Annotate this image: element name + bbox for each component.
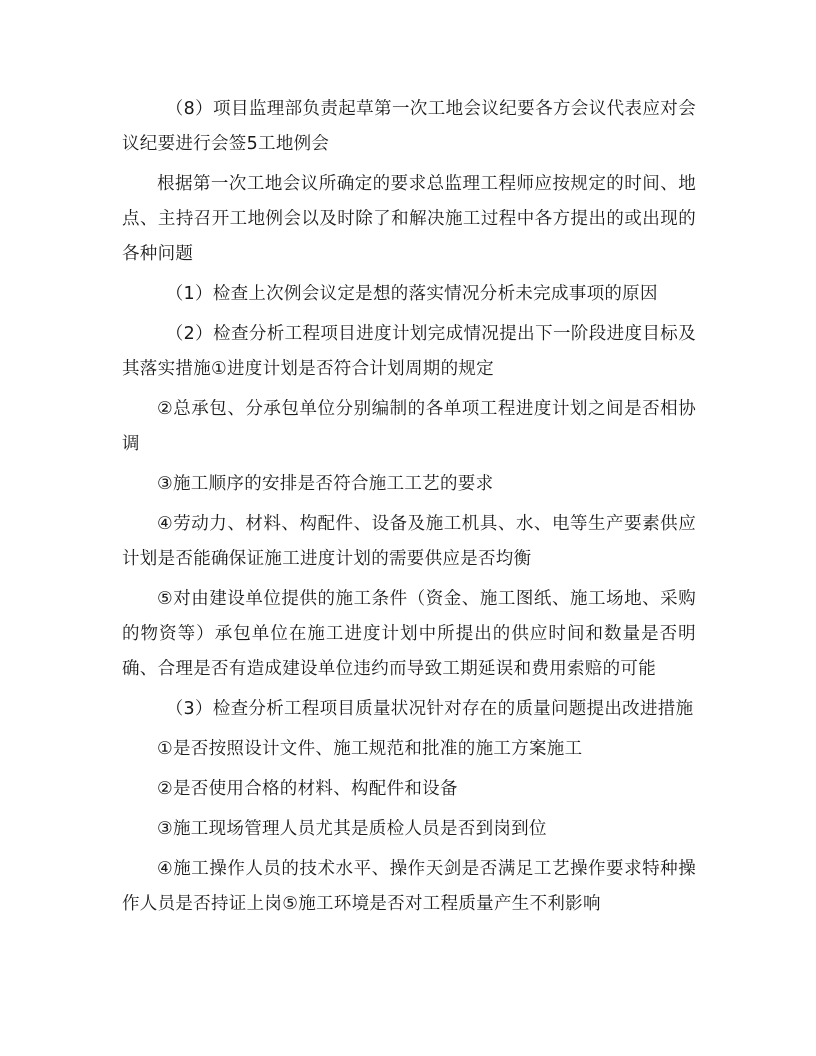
paragraph-progress-item-3: ③施工顺序的安排是否符合施工工艺的要求 [157, 474, 494, 494]
paragraph-check-quality: （3）检查分析工程项目质量状况针对存在的质量问题提出改进措施 [165, 699, 694, 719]
paragraph-progress-item-2: ②总承包、分承包单位分别编制的各单项工程进度计划之间是否相协调 [122, 399, 696, 454]
paragraph-progress-item-5: ⑤对由建设单位提供的施工条件（资金、施工图纸、施工场地、采购的物资等）承包单位在施工进度计划中所提出的供应时间和数量是否明确、合理是否有造成建设单位违约而导致工期延误和费用索赔的可能 [122, 589, 696, 679]
paragraph-quality-item-1: ①是否按照设计文件、施工规范和批准的施工方案施工 [157, 739, 583, 759]
paragraph-progress-item-4: ④劳动力、材料、构配件、设备及施工机具、水、电等生产要素供应计划是否能确保证施工进度计划的需要供应是否均衡 [122, 514, 696, 569]
paragraph-quality-item-2: ②是否使用合格的材料、构配件和设备 [157, 779, 458, 799]
paragraph-check-progress: （2）检查分析工程项目进度计划完成情况提出下一阶段进度目标及其落实措施①进度计划是否符合计划周期的规定 [122, 324, 696, 379]
paragraph-meeting-minutes: （8）项目监理部负责起草第一次工地会议纪要各方会议代表应对会议纪要进行会签5工地例会 [122, 99, 696, 154]
document-body [122, 92, 696, 927]
paragraph-check-last-meeting: （1）检查上次例会议定是想的落实情况分析未完成事项的原因 [165, 284, 658, 304]
paragraph-site-meeting-intro: 根据第一次工地会议所确定的要求总监理工程师应按规定的时间、地点、主持召开工地例会以及时除了和解决施工过程中各方提出的或出现的各种问题 [122, 174, 696, 264]
paragraph-quality-item-4: ④施工操作人员的技术水平、操作天剑是否满足工艺操作要求特种操作人员是否持证上岗⑤施工环境是否对工程质量产生不利影响 [122, 859, 696, 914]
paragraph-quality-item-3: ③施工现场管理人员尤其是质检人员是否到岗到位 [157, 819, 547, 839]
